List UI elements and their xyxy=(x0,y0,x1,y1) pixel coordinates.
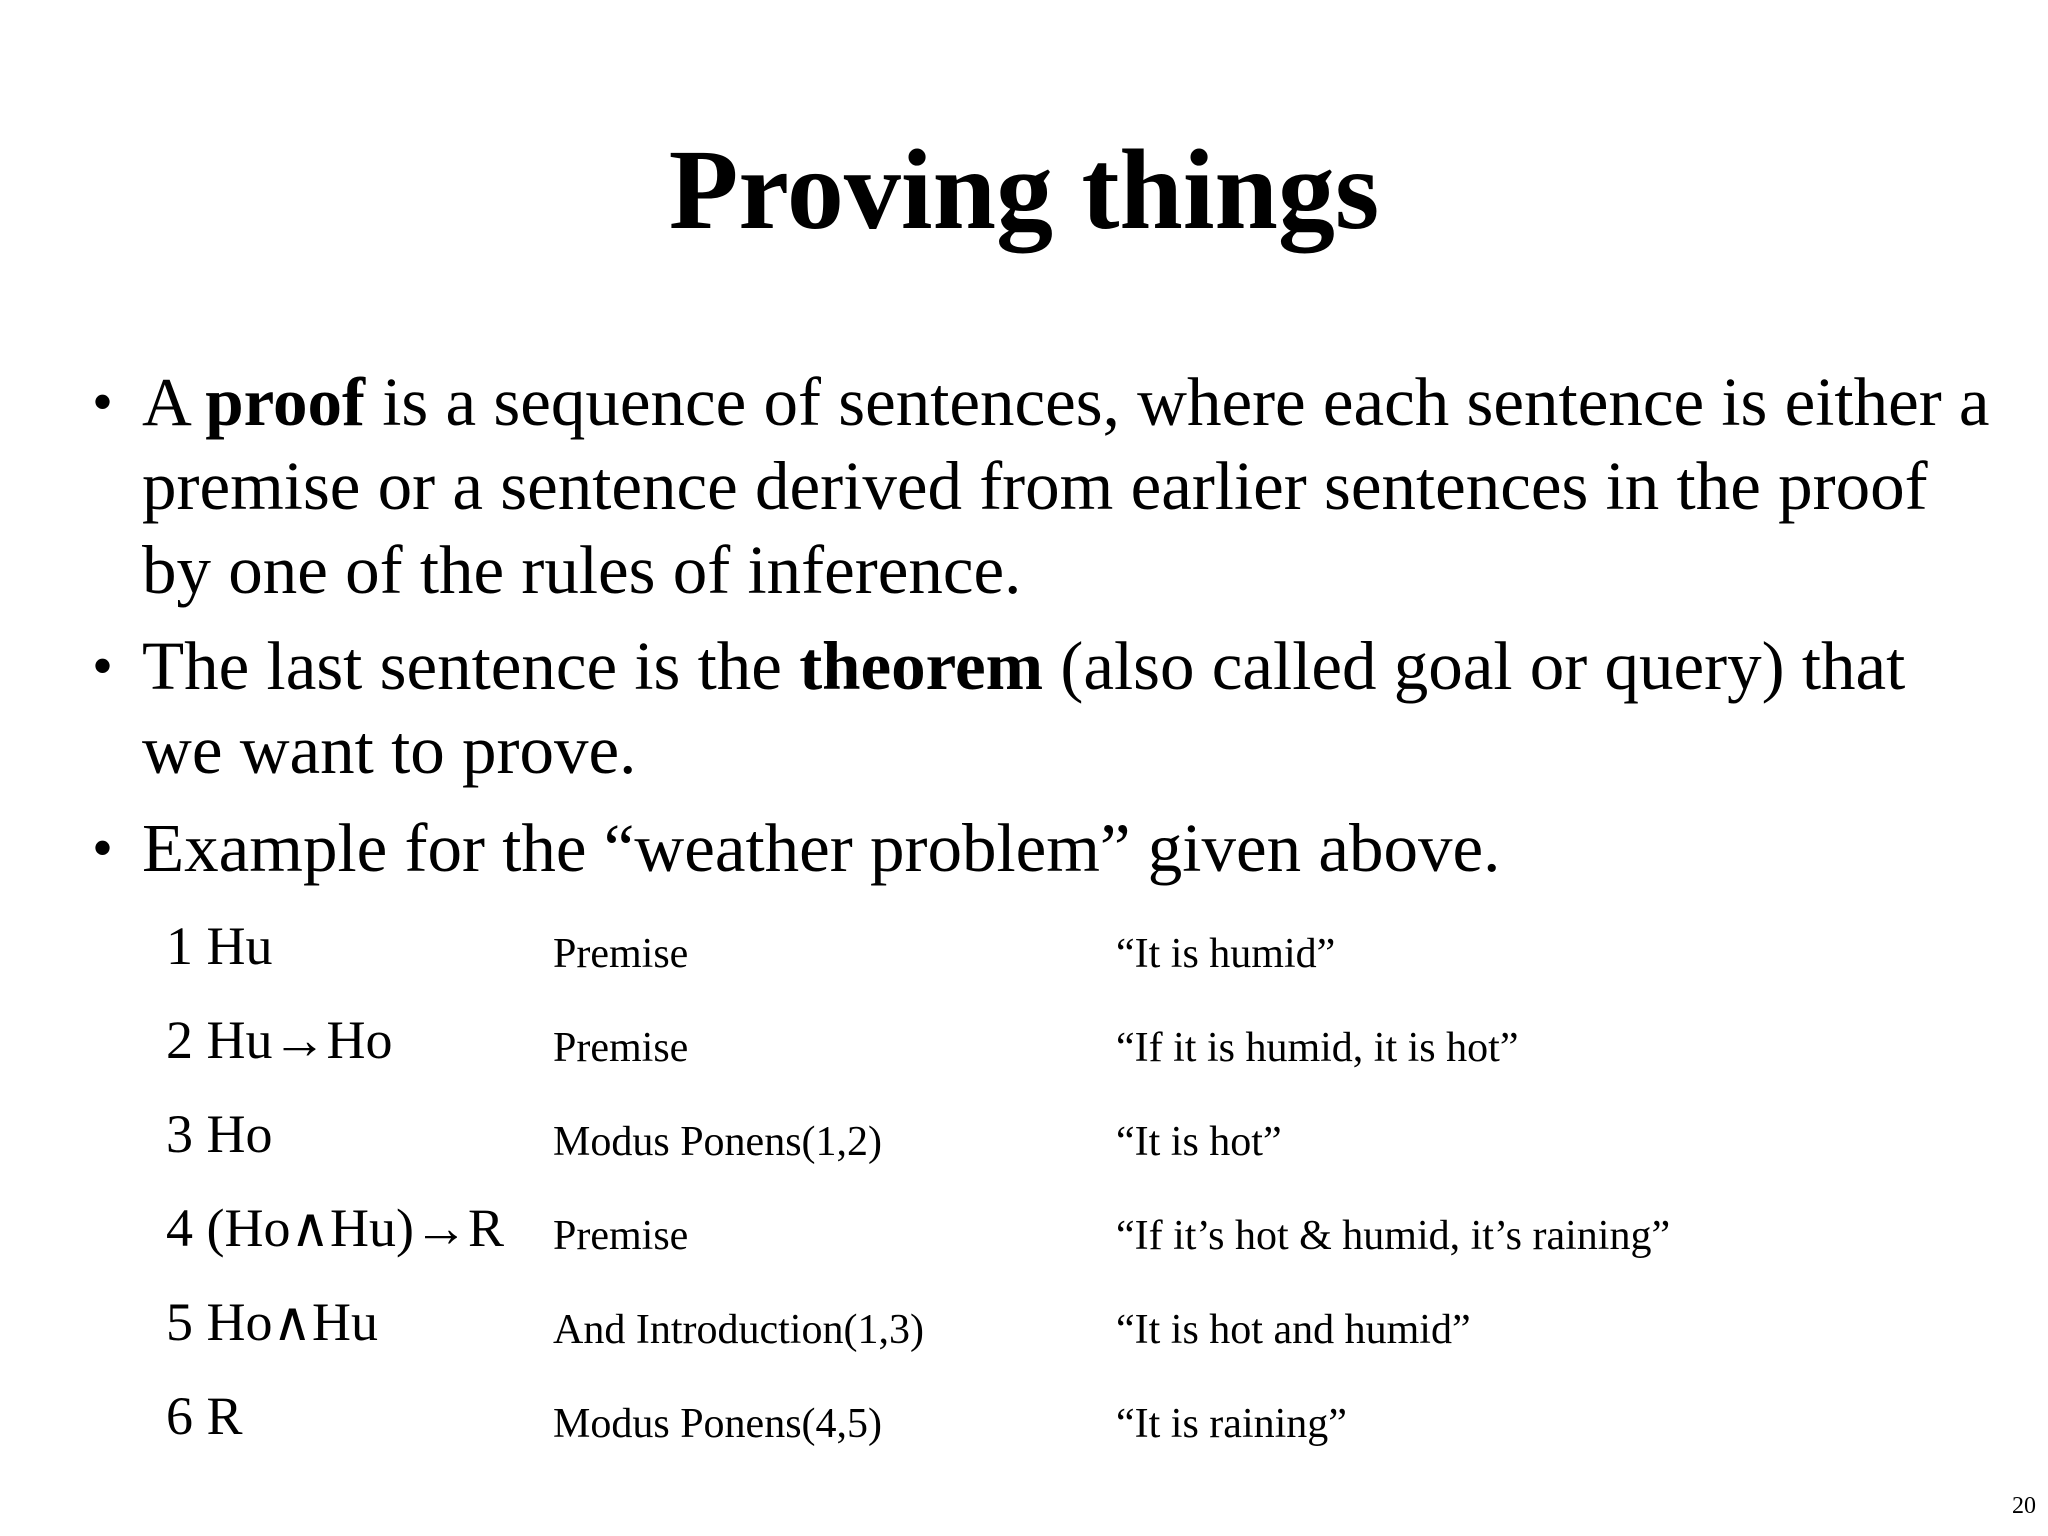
proof-gloss: “It is hot and humid” xyxy=(1116,1307,1471,1353)
proof-rule: Modus Ponens(4,5) xyxy=(553,1401,883,1447)
proof-formula: 2 Hu→Ho xyxy=(166,1010,393,1070)
proof-gloss: “It is hot” xyxy=(1116,1119,1282,1165)
proof-rule: Modus Ponens(1,2) xyxy=(553,1119,883,1165)
bullet-marker: • xyxy=(92,815,114,881)
proof-gloss: “It is humid” xyxy=(1116,931,1336,977)
proof-row xyxy=(0,1004,2048,1098)
proof-formula: 6 R xyxy=(166,1386,243,1446)
bullet-text: A xyxy=(142,364,206,440)
proof-rule: Premise xyxy=(553,931,689,977)
bullet-marker: • xyxy=(92,369,114,435)
proof-row xyxy=(0,910,2048,1004)
proof-row xyxy=(0,1098,2048,1192)
bullet-text: The last sentence is the xyxy=(142,628,800,704)
proof-gloss: “If it’s hot & humid, it’s raining” xyxy=(1116,1213,1671,1259)
proof-row xyxy=(0,1192,2048,1286)
proof-gloss: “It is raining” xyxy=(1116,1401,1347,1447)
proof-row xyxy=(0,1380,2048,1474)
bullet-item-theorem xyxy=(92,624,2002,792)
proof-rule: And Introduction(1,3) xyxy=(553,1307,924,1353)
proof-rule: Premise xyxy=(553,1213,689,1259)
proof-formula: 5 Ho∧Hu xyxy=(166,1292,379,1352)
proof-rule: Premise xyxy=(553,1025,689,1071)
proof-gloss: “If it is humid, it is hot” xyxy=(1116,1025,1519,1071)
bullet-marker: • xyxy=(92,633,114,699)
bullet-item-example xyxy=(92,806,2002,890)
bullet-keyword-proof: proof xyxy=(205,364,366,440)
slide-title: Proving things xyxy=(668,126,1380,253)
page-number: 20 xyxy=(2012,1493,2036,1519)
proof-formula: 4 (Ho∧Hu)→R xyxy=(166,1198,505,1258)
bullet-text: is a sequence of sentences, where each sentence is either a premise or a sentence derived from earlier sentences in the proof by one of the rules of inference. xyxy=(142,364,1990,608)
proof-formula: 1 Hu xyxy=(166,916,273,976)
bullet-keyword-theorem: theorem xyxy=(799,628,1044,704)
proof-formula: 3 Ho xyxy=(166,1104,273,1164)
proof-row xyxy=(0,1286,2048,1380)
bullet-text: Example for the “weather problem” given above. xyxy=(142,810,1501,886)
bullet-text: (also called goal or query) that we want to prove. xyxy=(142,628,1906,788)
bullet-item-proof xyxy=(92,360,2002,612)
